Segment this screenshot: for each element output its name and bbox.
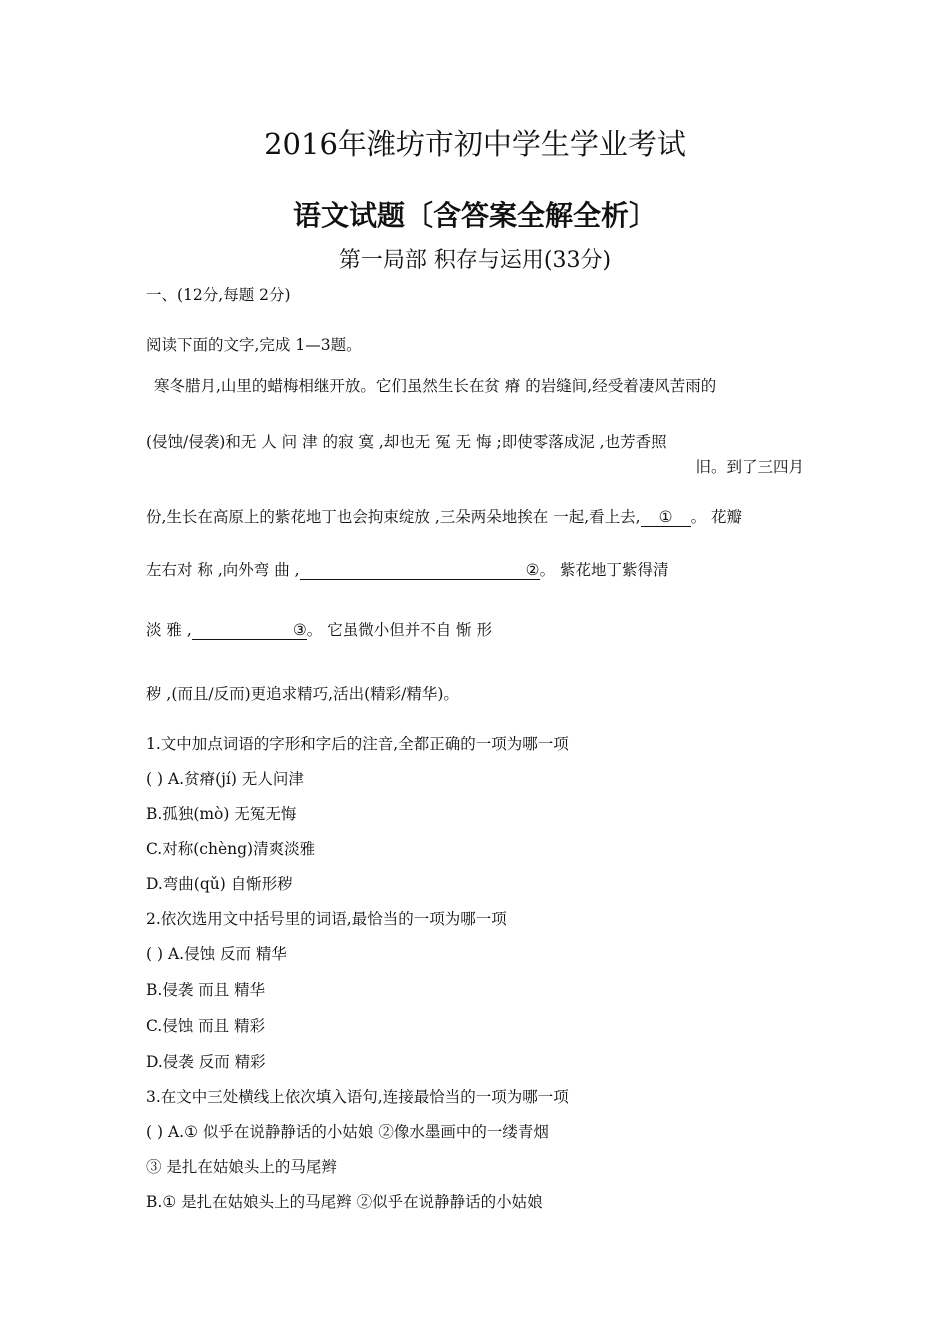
- passage-line-5-text: 左右对 称 ,向外弯 曲 ,: [146, 561, 300, 579]
- question-1-option-a: ( ) A.贫瘠(jí) 无人问津: [146, 770, 304, 788]
- exam-subtitle: 语文试题〔含答案全解全析〕: [292, 199, 657, 232]
- passage-line-1: 寒冬腊月,山里的蜡梅相继开放。它们虽然生长在贫 瘠 的岩缝间,经受着凄风苦雨的: [154, 377, 717, 395]
- blank-3: ③: [192, 621, 307, 640]
- question-3-option-a: ( ) A.① 似乎在说静静话的小姑娘 ②像水墨画中的一缕青烟: [146, 1123, 549, 1141]
- question-1-option-c: C.对称(chèng)清爽淡雅: [146, 840, 316, 858]
- passage-line-6-tail: 。 它虽微小但并不自 惭 形: [306, 621, 493, 639]
- question-3: 3.在文中三处横线上依次填入语句,连接最恰当的一项为哪一项: [146, 1088, 569, 1106]
- passage-line-4-tail: 。 花瓣: [690, 508, 743, 526]
- section-heading: 一、(12分,每题 2分): [146, 286, 291, 304]
- question-3-option-b: B.① 是扎在姑娘头上的马尾辫 ②似乎在说静静话的小姑娘: [146, 1193, 543, 1211]
- passage-line-6: [146, 618, 492, 640]
- passage-line-4-text: 份,生长在高原上的紫花地丁也会拘束绽放 ,三朵两朵地挨在 一起,看上去,: [146, 508, 641, 526]
- question-2: 2.依次选用文中括号里的词语,最恰当的一项为哪一项: [146, 910, 507, 928]
- passage-line-6-text: 淡 雅 ,: [146, 621, 192, 639]
- passage-line-4: [146, 505, 742, 527]
- passage-line-5-tail: 。 紫花地丁紫得清: [539, 561, 669, 579]
- passage-line-5: [146, 558, 669, 580]
- reading-instruction: 阅读下面的文字,完成 1—3题。: [146, 336, 362, 354]
- question-2-option-d: D.侵袭 反而 精彩: [146, 1053, 266, 1071]
- question-2-option-c: C.侵蚀 而且 精彩: [146, 1017, 266, 1035]
- passage-line-7: 秽 ,(而且/反而)更追求精巧,活出(精彩/精华)。: [146, 685, 459, 703]
- exam-title: 2016年潍坊市初中学生学业考试: [264, 127, 686, 161]
- part-heading: 第一局部 积存与运用(33分): [338, 248, 612, 273]
- question-1-option-b: B.孤独(mò) 无冤无悔: [146, 805, 297, 823]
- question-2-option-b: B.侵袭 而且 精华: [146, 981, 266, 999]
- blank-1: ①: [641, 508, 691, 527]
- question-2-option-a: ( ) A.侵蚀 反而 精华: [146, 945, 287, 963]
- passage-line-3: 旧。到了三四月: [695, 458, 804, 476]
- question-1: 1.文中加点词语的字形和字后的注音,全都正确的一项为哪一项: [146, 735, 569, 753]
- question-1-option-d: D.弯曲(qǔ) 自惭形秽: [146, 875, 293, 893]
- passage-line-2: (侵蚀/侵袭)和无 人 问 津 的寂 寞 ,却也无 冤 无 悔 ;即使零落成泥 ,也芳香照: [146, 433, 667, 451]
- question-3-option-a-cont: ③ 是扎在姑娘头上的马尾辫: [146, 1158, 337, 1176]
- blank-2: ②: [300, 561, 540, 580]
